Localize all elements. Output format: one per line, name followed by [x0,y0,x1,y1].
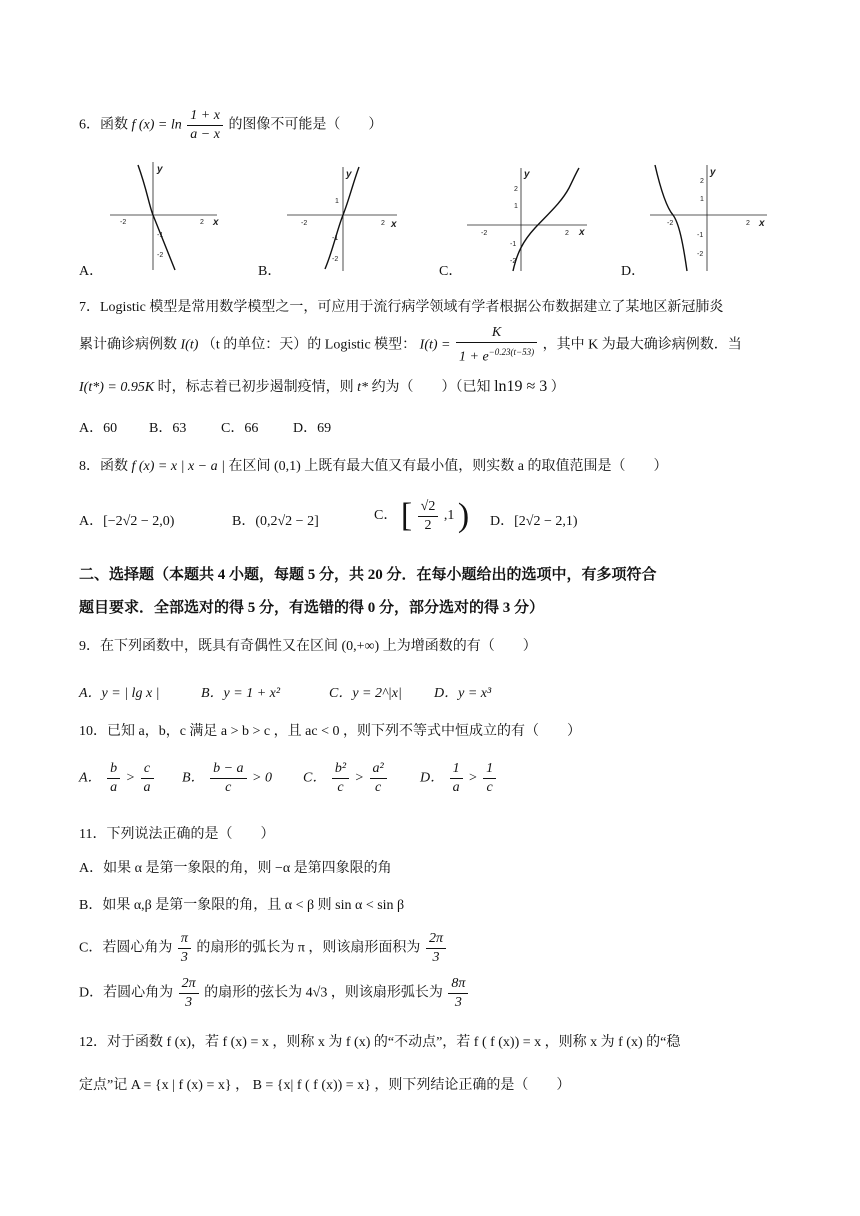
q7-option-d: D．69 [293,421,332,436]
graph-a-tick-neg2y: -2 [157,252,164,259]
q10-a-n2: c [141,760,154,779]
q10-d-d2: c [486,780,493,795]
q11-c-frac1 [178,930,191,967]
q11-c-n: π [178,930,191,949]
graph-c-x-label: x [579,227,585,238]
q10-b-op: > 0 [252,770,272,786]
q11-c-n2: 2π [426,930,446,949]
graph-b-tick-neg1: -1 [332,235,339,242]
q6-frac-num: 1 + x [187,107,223,126]
q10-option-a-label: A． [79,770,102,786]
q9-option-c: C．y = 2^|x| [329,686,402,701]
graph-b [285,165,400,273]
graph-a-y-label: y [157,164,163,175]
q11-d-d: 3 [185,995,193,1010]
graph-d-tick-neg2: -2 [667,220,674,227]
q11-option-c-b: 的扇形的弧长为 π ，则该扇形面积为 [196,940,421,956]
q6-number: 6．函数 [79,117,128,133]
q10-c-op: > [354,770,364,786]
q7-line3 [79,376,565,396]
graph-a-tick-neg1: -1 [157,232,164,239]
q7-option-b: B．63 [149,421,187,436]
graph-d-label: D． [621,264,646,279]
q7-line2-eq: I(t) = [419,337,451,353]
q10-b-d: c [225,780,232,795]
q11-option-c [79,930,448,967]
graph-a-tick-neg2: -2 [120,219,127,226]
q7-line2 [79,324,742,367]
q8-stem [79,455,668,475]
graph-d [645,163,770,273]
q7-line3-b: 时，标志着已初步遏制疫情，则 [157,380,354,395]
q11-option-d [79,975,470,1012]
graph-b-label: B． [258,264,282,279]
q10-option-c-label: C． [303,770,327,786]
q10-c-frac1 [332,760,349,797]
q11-c-d: 3 [180,950,188,965]
q10-a-d1: a [110,780,118,795]
q9-stem: 9．在下列函数中，既具有奇偶性又在区间 (0,+∞) 上为增函数的有（ ） [79,639,537,654]
q6-stem [79,107,382,144]
graph-a-x-label: x [213,217,219,228]
q8-option-c [374,497,469,535]
q11-option-d-a: D．若圆心角为 [79,985,174,1001]
q6-fraction [187,107,223,144]
graph-d-tick-neg1: -1 [697,232,704,239]
q11-c-frac2 [426,930,446,967]
q6-func: f (x) = ln [131,117,182,133]
q10-a-op: > [125,770,136,786]
q10-a-frac2 [141,760,154,797]
q8-option-c-den: 2 [424,517,432,533]
q8-stem-int: (0,1) [273,459,301,474]
q8-bracket-left: [ [400,497,413,534]
q8-option-b: B．(0,2√2 − 2] [232,514,319,529]
q9-option-d: D．y = x³ [434,686,492,701]
q8-paren-right: ) [457,497,470,534]
q11-d-n2: 8π [448,975,468,994]
graph-b-tick-2: 2 [381,220,385,227]
graph-c-tick-neg2y: -2 [510,258,517,265]
q10-c-d1: c [337,780,344,795]
q11-d-frac2 [448,975,468,1012]
q10-option-b-label: B． [182,770,205,786]
graph-b-x-label: x [391,219,397,230]
q8-stem-b: 在区间 [228,459,271,474]
q7-frac-den-exp: −0.23(t−53) [488,347,535,357]
graph-a-tick-2: 2 [200,219,204,226]
graph-d-tick-1: 1 [700,196,704,203]
q6-tail: 的图像不可能是（ ） [228,117,383,133]
q9-option-a: A．y = | lg x | [79,686,160,701]
graph-d-tick-2: 2 [746,220,750,227]
q6-frac-den: a − x [190,127,220,142]
graph-d-tick-neg2y: -2 [697,251,704,258]
graph-d-y-label: y [710,167,716,178]
q7-line1: 7．Logistic 模型是常用数学模型之一，可应用于流行病学领域有学者根据公布数据建立了某地区新冠肺炎 [79,300,724,315]
q11-option-b: B．如果 α,β 是第一象限的角，且 α < β 则 sin α < sin β [79,898,405,913]
q10-d-op: > [468,770,478,786]
q10-option-d [420,760,498,797]
q8-stem-c: 上既有最大值又有最小值，则实数 a 的取值范围是（ ） [304,459,668,474]
graph-c-tick-1: 1 [514,203,518,210]
q7-line3-ln: ln19 ≈ 3 [494,378,548,395]
q7-line2-c: ，其中 K 为最大确诊病例数．当 [542,337,742,353]
q10-c-d2: c [374,780,382,795]
q11-option-d-b: 的扇形的弦长为 4√3 ，则该扇形弧长为 [204,985,443,1001]
graph-c-label: C． [439,264,463,279]
q7-fraction [456,324,537,367]
section2-heading-line1: 二、选择题（本题共 4 小题，每题 5 分，共 20 分．在每小题给出的选项中，有多项符合 [79,567,657,583]
q11-c-d2: 3 [432,950,440,965]
q7-line2-a: 累计确诊病例数 [79,337,177,353]
q11-d-frac1 [179,975,199,1012]
q8-option-c-frac [418,498,439,535]
q11-option-c-a: C．若圆心角为 [79,940,173,956]
q10-c-n2: a² [370,760,387,779]
graph-d-tick-2y: 2 [700,178,704,185]
q7-frac-den [456,343,537,367]
q11-d-d2: 3 [454,995,462,1010]
graph-b-y-label: y [346,169,352,180]
q10-stem: 10．已知 a，b，c 满足 a > b > c ，且 ac < 0 ，则下列不等式中恒成立的有（ ） [79,724,581,739]
q10-option-d-label: D． [420,770,445,786]
q7-line2-it: I(t) [180,337,199,353]
q10-option-c [303,760,389,797]
q11-d-n: 2π [179,975,199,994]
q8-stem-a: 8．函数 [79,459,128,474]
graph-a [105,160,220,272]
graph-d-x-label: x [759,218,765,229]
q7-line3-c: 约为（ ）（已知 [371,380,491,395]
q7-option-a: A．60 [79,421,118,436]
graph-b-tick-neg2y: -2 [332,256,339,263]
graph-c-tick-2: 2 [565,230,569,237]
q10-option-b [182,760,272,797]
graph-c [465,163,590,273]
q9-option-b: B．y = 1 + x² [201,686,281,701]
q11-option-a: A．如果 α 是第一象限的角，则 −α 是第四象限的角 [79,861,392,876]
graph-c-tick-neg2: -2 [481,230,488,237]
q8-option-a: A．[−2√2 − 2,0) [79,514,175,529]
q10-d-n1: 1 [450,760,463,779]
q10-d-d1: a [452,780,460,795]
graph-a-label: A． [79,264,104,279]
graph-c-y-label: y [524,169,530,180]
q8-option-c-tail: ,1 [443,508,455,524]
q10-c-frac2 [370,760,387,797]
q7-line3-a: I(t*) = 0.95K [79,380,155,395]
q11-stem: 11．下列说法正确的是（ ） [79,827,275,842]
graph-c-tick-2y: 2 [514,186,518,193]
q10-option-a [79,760,156,797]
q8-stem-f: f (x) = x | x − a | [131,459,225,474]
q8-option-d: D．[2√2 − 2,1) [490,514,578,529]
q10-b-frac [210,760,246,797]
q10-b-n: b − a [210,760,246,779]
q10-d-n2: 1 [483,760,496,779]
q7-frac-num: K [456,324,537,343]
q10-c-n1: b² [332,760,349,779]
q7-option-c: C．66 [221,421,259,436]
q8-option-c-num: √2 [418,498,439,517]
q7-line3-d: ） [550,380,565,395]
q8-option-c-label: C． [374,508,398,524]
q12-line2: 定点”记 A = {x | f (x) = x} ， B = {x| f ( f (x)) = x} ，则下列结论正确的是（ ） [79,1078,571,1093]
q12-line1: 12．对于函数 f (x)，若 f (x) = x ，则称 x 为 f (x) 的“不动点”，若 f ( f (x)) = x ，则称 x 为 f (x) 的“稳 [79,1035,681,1050]
graph-b-tick-1: 1 [335,198,339,205]
q10-d-frac1 [450,760,463,797]
graph-b-tick-neg2: -2 [301,220,308,227]
q10-a-frac1 [107,760,120,797]
q10-a-n1: b [107,760,120,779]
q7-line2-b: （t 的单位：天）的 Logistic 模型： [201,337,417,353]
section2-heading-line2: 题目要求．全部选对的得 5 分，有选错的得 0 分，部分选对的得 3 分） [79,600,545,616]
q10-d-frac2 [483,760,496,797]
q7-line3-t: t* [357,380,369,395]
q7-frac-den-base: 1 + e [459,349,489,365]
graph-c-tick-neg1: -1 [510,241,517,248]
q10-a-d2: a [143,780,151,795]
